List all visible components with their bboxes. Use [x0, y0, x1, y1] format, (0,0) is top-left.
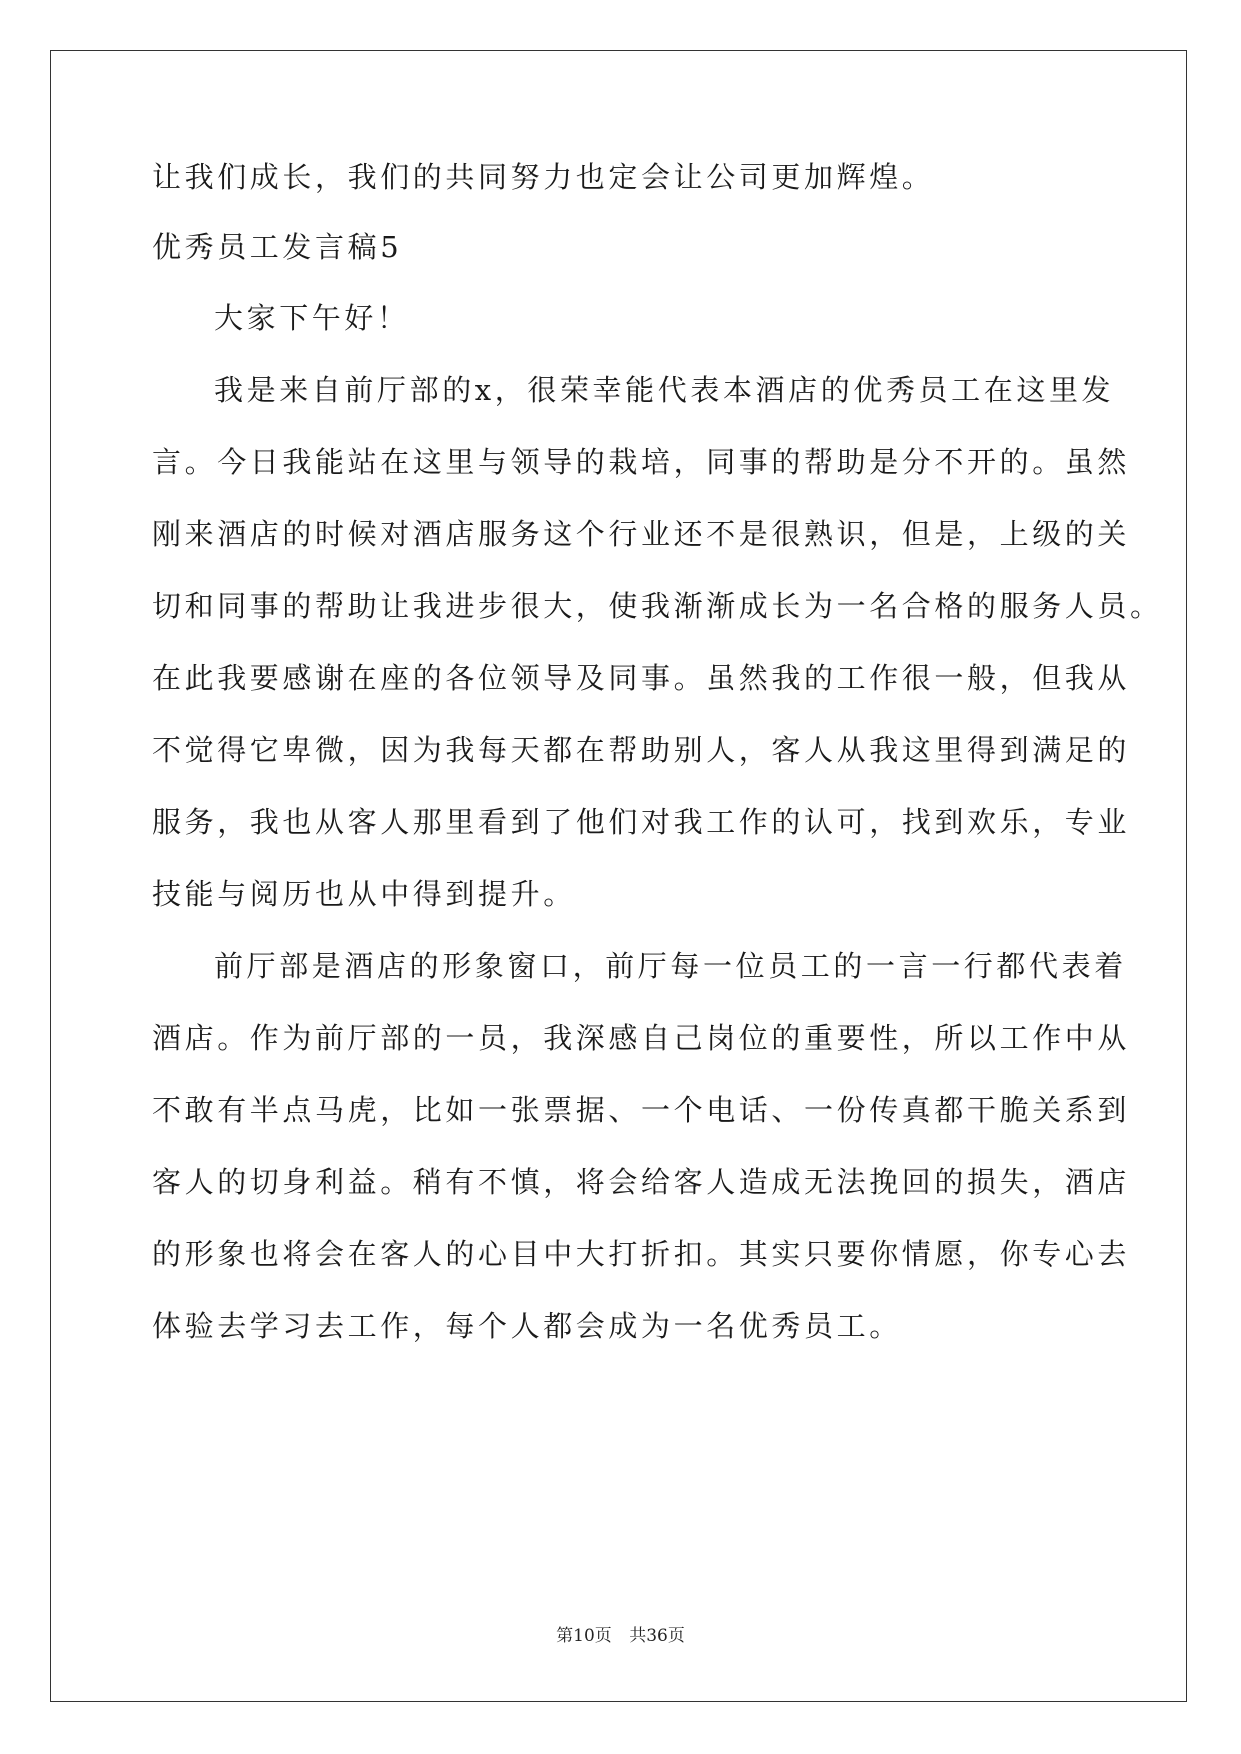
page-number-total: 共36页: [629, 1626, 685, 1646]
paragraph-line: 刚来酒店的时候对酒店服务这个行业还不是很熟识，但是，上级的关: [152, 517, 1131, 551]
paragraph-line: 让我们成长，我们的共同努力也定会让公司更加辉煌。: [152, 160, 935, 194]
paragraph-line: 我是来自前厅部的x，很荣幸能代表本酒店的优秀员工在这里发: [214, 373, 1115, 407]
paragraph-line: 体验去学习去工作，每个人都会成为一名优秀员工。: [152, 1309, 902, 1343]
page-footer: [0, 1624, 1241, 1648]
paragraph-line: 言。今日我能站在这里与领导的栽培，同事的帮助是分不开的。虽然: [152, 445, 1131, 479]
greeting: 大家下午好！: [214, 301, 410, 335]
paragraph-line: 不敢有半点马虎，比如一张票据、一个电话、一份传真都干脆关系到: [152, 1093, 1131, 1127]
paragraph-line: 的形象也将会在客人的心目中大打折扣。其实只要你情愿，你专心去: [152, 1237, 1131, 1271]
section-title: 优秀员工发言稿5: [152, 230, 403, 264]
paragraph-line: 切和同事的帮助让我进步很大，使我渐渐成长为一名合格的服务人员。: [152, 589, 1163, 623]
paragraph-line: 不觉得它卑微，因为我每天都在帮助别人，客人从我这里得到满足的: [152, 733, 1131, 767]
paragraph-line: 在此我要感谢在座的各位领导及同事。虽然我的工作很一般，但我从: [152, 661, 1131, 695]
paragraph-line: 服务，我也从客人那里看到了他们对我工作的认可，找到欢乐，专业: [152, 805, 1131, 839]
paragraph-line: 技能与阅历也从中得到提升。: [152, 877, 576, 911]
paragraph-line: 客人的切身利益。稍有不慎，将会给客人造成无法挽回的损失，酒店: [152, 1165, 1131, 1199]
paragraph-line: 酒店。作为前厅部的一员，我深感自己岗位的重要性，所以工作中从: [152, 1021, 1131, 1055]
page-number-current: 第10页: [556, 1626, 612, 1646]
paragraph-line: 前厅部是酒店的形象窗口，前厅每一位员工的一言一行都代表着: [214, 949, 1127, 983]
